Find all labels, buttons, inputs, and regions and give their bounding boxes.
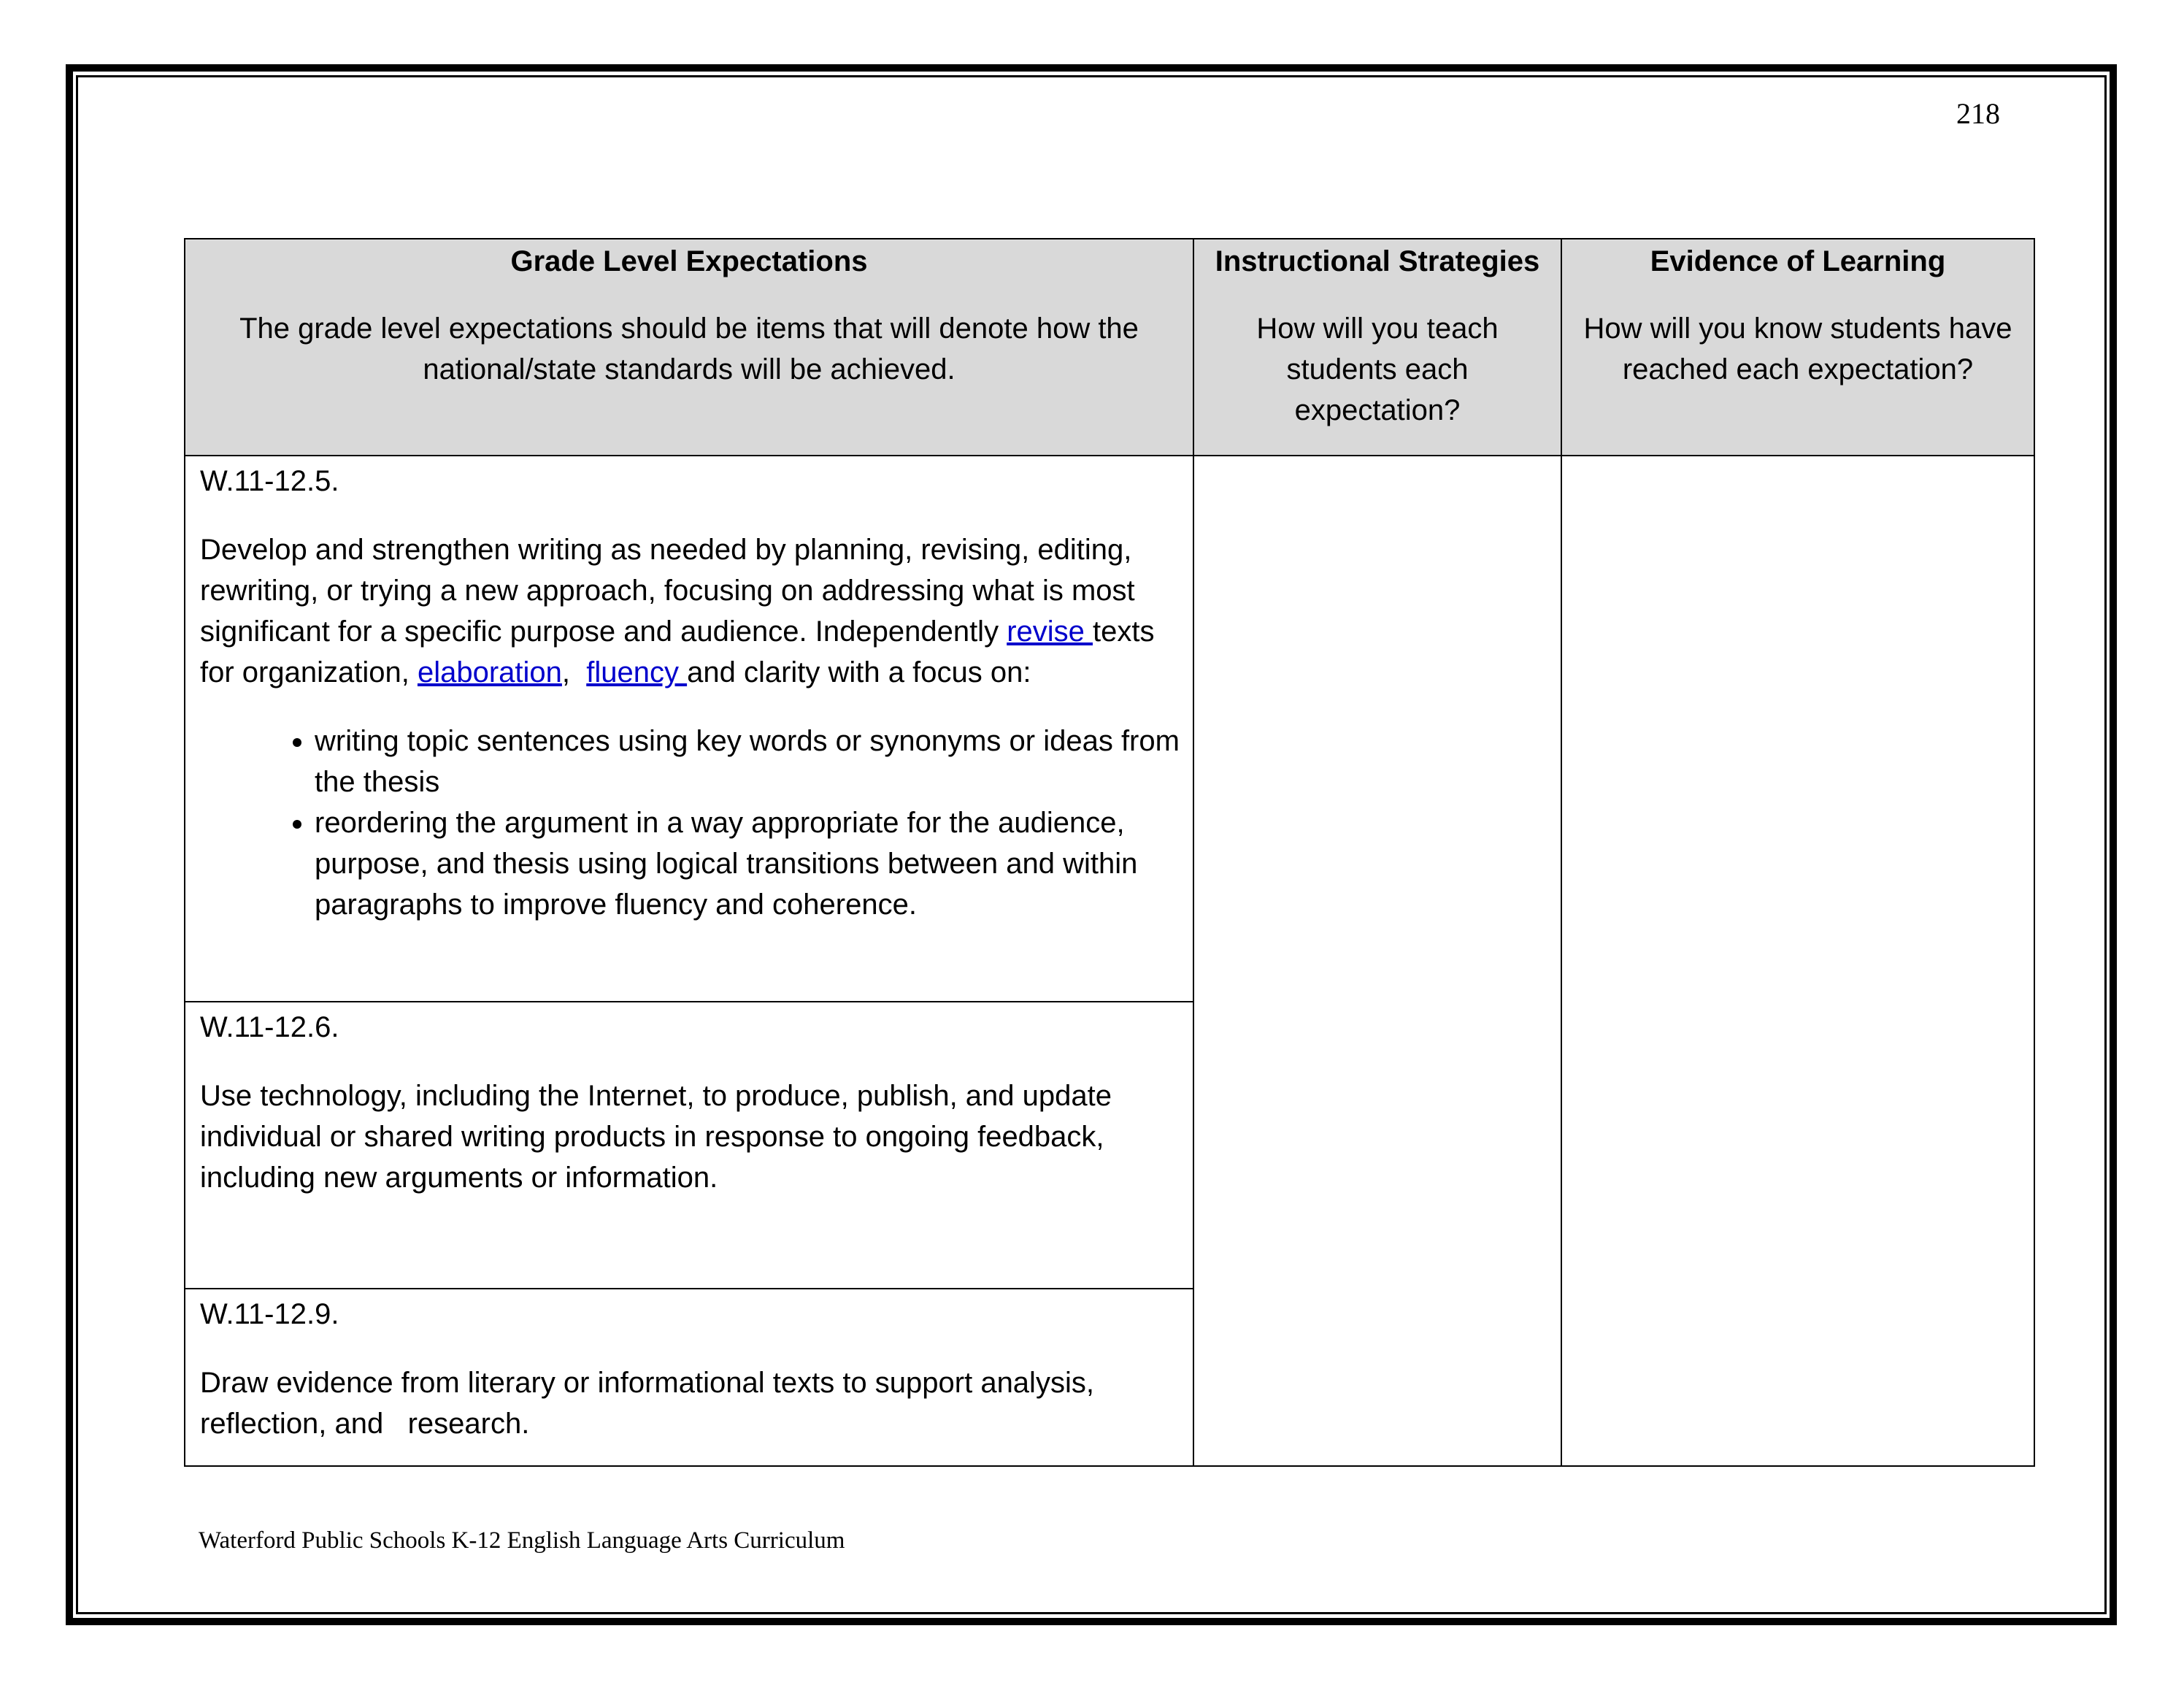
table-header-row — [185, 239, 2034, 456]
list-item: • writing topic sentences using key words or synonyms or ideas from the thesis — [315, 721, 1180, 802]
description-text: Develop and strengthen writing as needed by planning, revising, editing, rewriting, or trying a new approach, focusing on addressing what is most significant for a specific purpose and audience. Independently — [200, 534, 1135, 648]
header-evidence-of-learning — [1561, 239, 2034, 456]
standard-code: W.11-12.6. — [200, 1011, 339, 1043]
description-text: and clarity with a focus on: — [687, 656, 1031, 688]
header-title: Grade Level Expectations — [510, 245, 868, 277]
curriculum-table — [184, 238, 2035, 1467]
header-subtitle: The grade level expectations should be items that will denote how the national/state standards will be achieved. — [239, 312, 1139, 385]
header-title: Instructional Strategies — [1215, 245, 1540, 277]
header-subtitle: How will you teach students each expectation? — [1256, 312, 1499, 426]
header-subtitle: How will you know students have reached each expectation? — [1583, 312, 2012, 385]
elaboration-link[interactable]: elaboration — [417, 656, 562, 688]
expectation-cell — [185, 456, 1193, 1002]
instructional-strategies-cell — [1193, 456, 1561, 1466]
header-title: Evidence of Learning — [1650, 245, 1946, 277]
expectation-cell — [185, 1002, 1193, 1289]
list-item: • reordering the argument in a way appropriate for the audience, purpose, and thesis using logical transitions between and within paragraphs to improve fluency and coherence. — [315, 802, 1180, 925]
standard-code: W.11-12.5. — [200, 465, 339, 497]
table-row — [185, 456, 2034, 1002]
fluency-link[interactable]: fluency — [586, 656, 688, 688]
description-text: texts for organization, — [200, 615, 1155, 688]
standard-description: Draw evidence from literary or informational texts to support analysis, reflection, and research. — [200, 1367, 1103, 1440]
page-number: 218 — [1956, 97, 2000, 130]
focus-list — [200, 721, 1180, 925]
evidence-of-learning-cell — [1561, 456, 2034, 1466]
header-grade-level-expectations — [185, 239, 1193, 456]
revise-link[interactable]: revise — [1007, 615, 1093, 648]
standard-description: Use technology, including the Internet, to produce, publish, and update individual or shared writing products in response to ongoing feedback, including new arguments or information. — [200, 1080, 1112, 1194]
header-instructional-strategies — [1193, 239, 1561, 456]
expectation-cell — [185, 1289, 1193, 1466]
standard-code: W.11-12.9. — [200, 1298, 339, 1330]
page-footer: Waterford Public Schools K-12 English Language Arts Curriculum — [199, 1527, 845, 1554]
description-text: , — [561, 656, 587, 688]
standard-description — [200, 529, 1180, 693]
